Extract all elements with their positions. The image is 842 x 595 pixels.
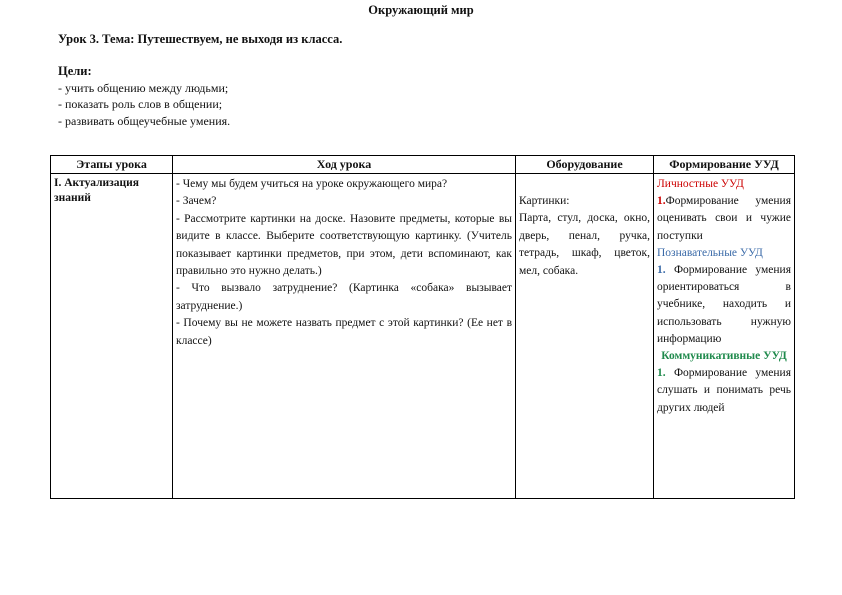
- personal-uud-number: 1.: [657, 195, 666, 208]
- equipment-cell: [516, 174, 654, 499]
- personal-uud-description: Формирование умения оценивать свои и чужие поступки: [657, 195, 791, 242]
- goal-item: - учить общению между людьми;: [58, 80, 229, 95]
- course-line: - Зачем?: [176, 195, 217, 208]
- cognitive-uud-description: Формирование умения ориентироваться в учебнике, находить и использовать нужную информацию: [657, 264, 791, 345]
- stage-cell: I. Актуализация знаний: [51, 174, 173, 499]
- course-line: - Почему вы не можете назвать предмет с этой картинки? (Ее нет в классе): [176, 317, 512, 347]
- equipment-list: Парта, стул, доска, окно, дверь, пенал, ручка, тетрадь, шкаф, цветок, мел, собака.: [519, 212, 650, 277]
- personal-uud-heading: Личностные УУД: [657, 178, 744, 190]
- goal-item: - развивать общеучебные умения.: [58, 113, 231, 128]
- header-equipment: Оборудование: [516, 156, 654, 174]
- lesson-topic: Урок 3. Тема: Путешествуем, не выходя из класса.: [58, 32, 343, 46]
- header-stages: Этапы урока: [51, 156, 173, 174]
- header-uud: Формирование УУД: [654, 156, 795, 174]
- uud-cell: [654, 174, 795, 499]
- course-line: - Рассмотрите картинки на доске. Назовите предметы, которые вы видите в классе. Выберите соответствующую картинку. (Учитель показывает картинки предметов, при этом, дети вспоминают, как правильно это нужно делать.): [176, 212, 512, 278]
- cognitive-uud-number: 1.: [657, 264, 666, 277]
- cognitive-uud-text: [657, 262, 791, 348]
- course-cell: [173, 174, 516, 499]
- communicative-uud-description: Формирование умения слушать и понимать речь других людей: [657, 367, 791, 414]
- communicative-uud-number: 1.: [657, 367, 666, 380]
- communicative-uud-heading: Коммуникативные УУД: [661, 350, 787, 363]
- goals-section: [58, 63, 230, 129]
- course-line: - Чему мы будем учиться на уроке окружающего мира?: [176, 178, 448, 190]
- header-course: Ход урока: [173, 156, 516, 174]
- table-header-row: [51, 156, 795, 174]
- cognitive-uud-heading: Познавательные УУД: [657, 246, 763, 259]
- equipment-heading: Картинки:: [519, 195, 570, 207]
- document-title: Окружающий мир: [368, 3, 474, 17]
- lesson-table: [50, 155, 795, 499]
- goals-heading: Цели:: [58, 64, 92, 78]
- communicative-uud-text: [657, 365, 791, 417]
- course-line: - Что вызвало затруднение? (Картинка «собака» вызывает затруднение.): [176, 282, 512, 312]
- personal-uud-text: [657, 193, 791, 245]
- goal-item: - показать роль слов в общении;: [58, 97, 223, 111]
- table-row: [51, 174, 795, 499]
